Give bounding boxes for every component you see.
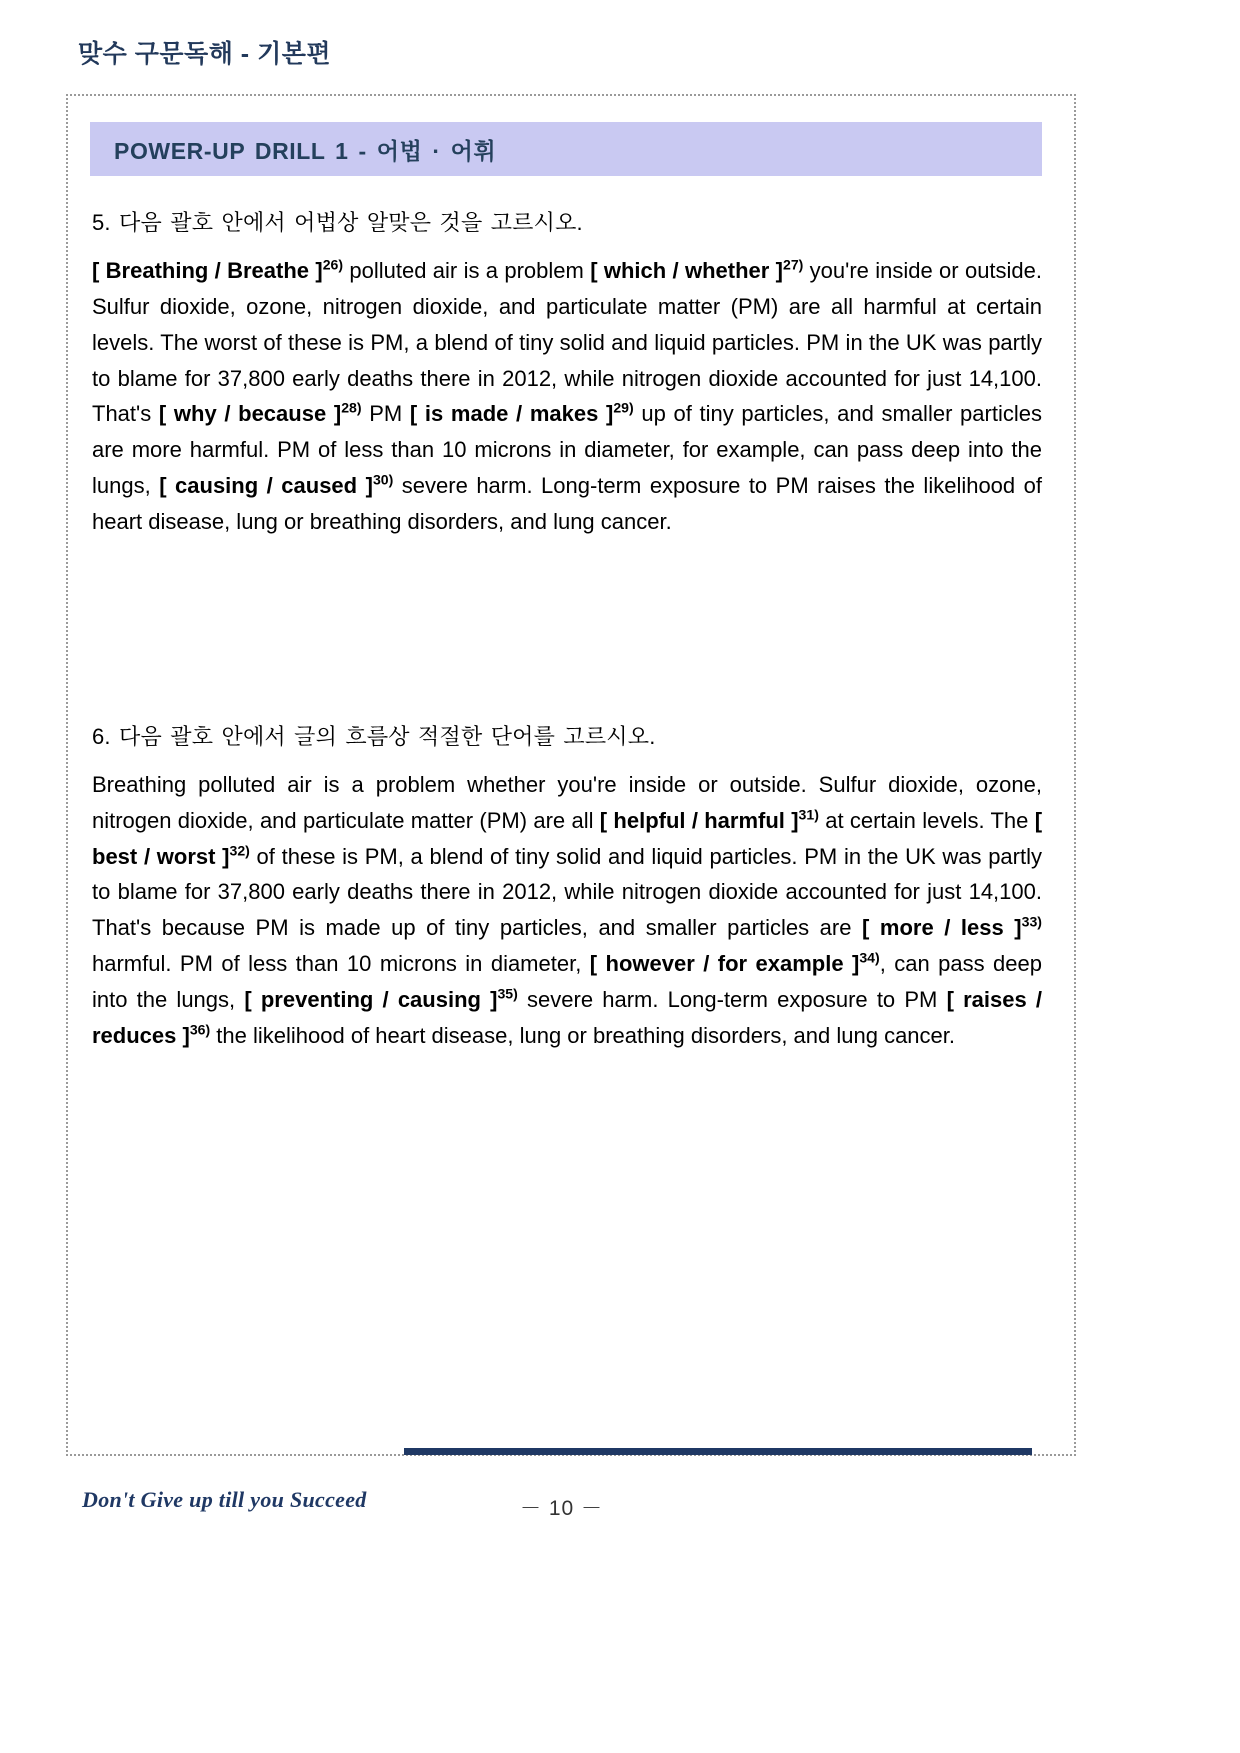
passage-text: polluted air is a problem (343, 258, 591, 283)
section-spacer (90, 540, 1042, 720)
question-prompt-6: 6. 다음 괄호 안에서 글의 흐름상 적절한 단어를 고르시오. (92, 723, 656, 749)
choice-marker: 26) (322, 256, 344, 273)
choice-bracket: [ helpful / harmful ] (599, 807, 799, 833)
choice-marker: 27) (782, 256, 804, 273)
choice-marker: 29) (613, 400, 634, 417)
choice-marker: 36) (189, 1021, 211, 1038)
passage-text: severe harm. Long-term exposure to PM raises the likelihood of heart disease, lung or breathing disorders, and lung cancer. (92, 473, 1043, 535)
choice-marker: 32) (229, 842, 250, 859)
passage-text: at certain levels. The (818, 807, 1035, 833)
choice-marker: 28) (341, 400, 362, 417)
passage-text: up of tiny particles, and smaller particles are more harmful. PM of less than 10 microns in diameter, for example, can pass deep into the lungs, (92, 401, 1042, 499)
choice-bracket: [ more / less ] (862, 915, 1022, 941)
choice-bracket: [ however / for example ] (589, 951, 860, 977)
footer-rule (404, 1448, 1032, 1455)
footer-motto: Don't Give up till you Succeed (82, 1487, 367, 1512)
choice-bracket: [ why / because ] (158, 401, 342, 427)
choice-bracket: [ raises / reduces ] (92, 987, 1042, 1048)
drill-banner-label: POWER-UP DRILL 1 - 어법 · 어휘 (114, 137, 497, 164)
choice-bracket: [ which / whether ] (590, 258, 783, 283)
choice-bracket: [ Breathing / Breathe ] (92, 258, 323, 283)
passage-text: , can pass deep into the lungs, (92, 951, 1042, 1013)
content-area (90, 122, 1042, 1054)
drill-banner (90, 122, 1042, 176)
passage-text: PM (361, 401, 410, 427)
passage-text: harmful. PM of less than 10 microns in diameter, (92, 951, 590, 977)
question-block-6 (90, 720, 1042, 1054)
choice-marker: 34) (859, 949, 880, 966)
question-passage-6 (92, 767, 1042, 1054)
passage-text: the likelihood of heart disease, lung or breathing disorders, and lung cancer. (210, 1022, 955, 1048)
choice-bracket: [ causing / caused ] (159, 473, 373, 499)
page-header-title: 맞수 구문독해 - 기본편 (78, 40, 332, 68)
choice-marker: 35) (497, 985, 518, 1002)
question-passage-5 (92, 253, 1042, 540)
choice-marker: 30) (372, 471, 394, 488)
choice-marker: 31) (798, 806, 819, 823)
passage-text: you're inside or outside. Sulfur dioxide, ozone, nitrogen dioxide, and particulate matter (PM) are all harmful at certain levels. The worst of these is PM, a blend of tiny solid and liquid particles. PM in the UK was partly to blame for 37,800 early deaths there in 2012, while nitrogen dioxide accounted for just 14,100. That's (92, 258, 1043, 427)
choice-bracket: [ best / worst ] (92, 807, 1043, 869)
passage-text: severe harm. Long-term exposure to PM (517, 987, 947, 1013)
choice-bracket: [ preventing / causing ] (244, 987, 498, 1013)
passage-text: of these is PM, a blend of tiny solid and liquid particles. PM in the UK was partly to blame for 37,800 early deaths there in 2012, while nitrogen dioxide accounted for just 14,100. That's because PM is made up of tiny particles, and smaller particles are (92, 843, 1042, 941)
question-block-5 (90, 206, 1042, 540)
choice-bracket: [ is made / makes ] (409, 401, 614, 427)
choice-marker: 33) (1021, 913, 1042, 930)
footer-page-number: － 10 － (520, 1497, 604, 1520)
question-prompt-5: 5. 다음 괄호 안에서 어법상 알맞은 것을 고르시오. (92, 210, 583, 235)
passage-text: Breathing polluted air is a problem whether you're inside or outside. Sulfur dioxide, ozone, nitrogen dioxide, and particulate matter (PM) are all (92, 771, 1042, 833)
